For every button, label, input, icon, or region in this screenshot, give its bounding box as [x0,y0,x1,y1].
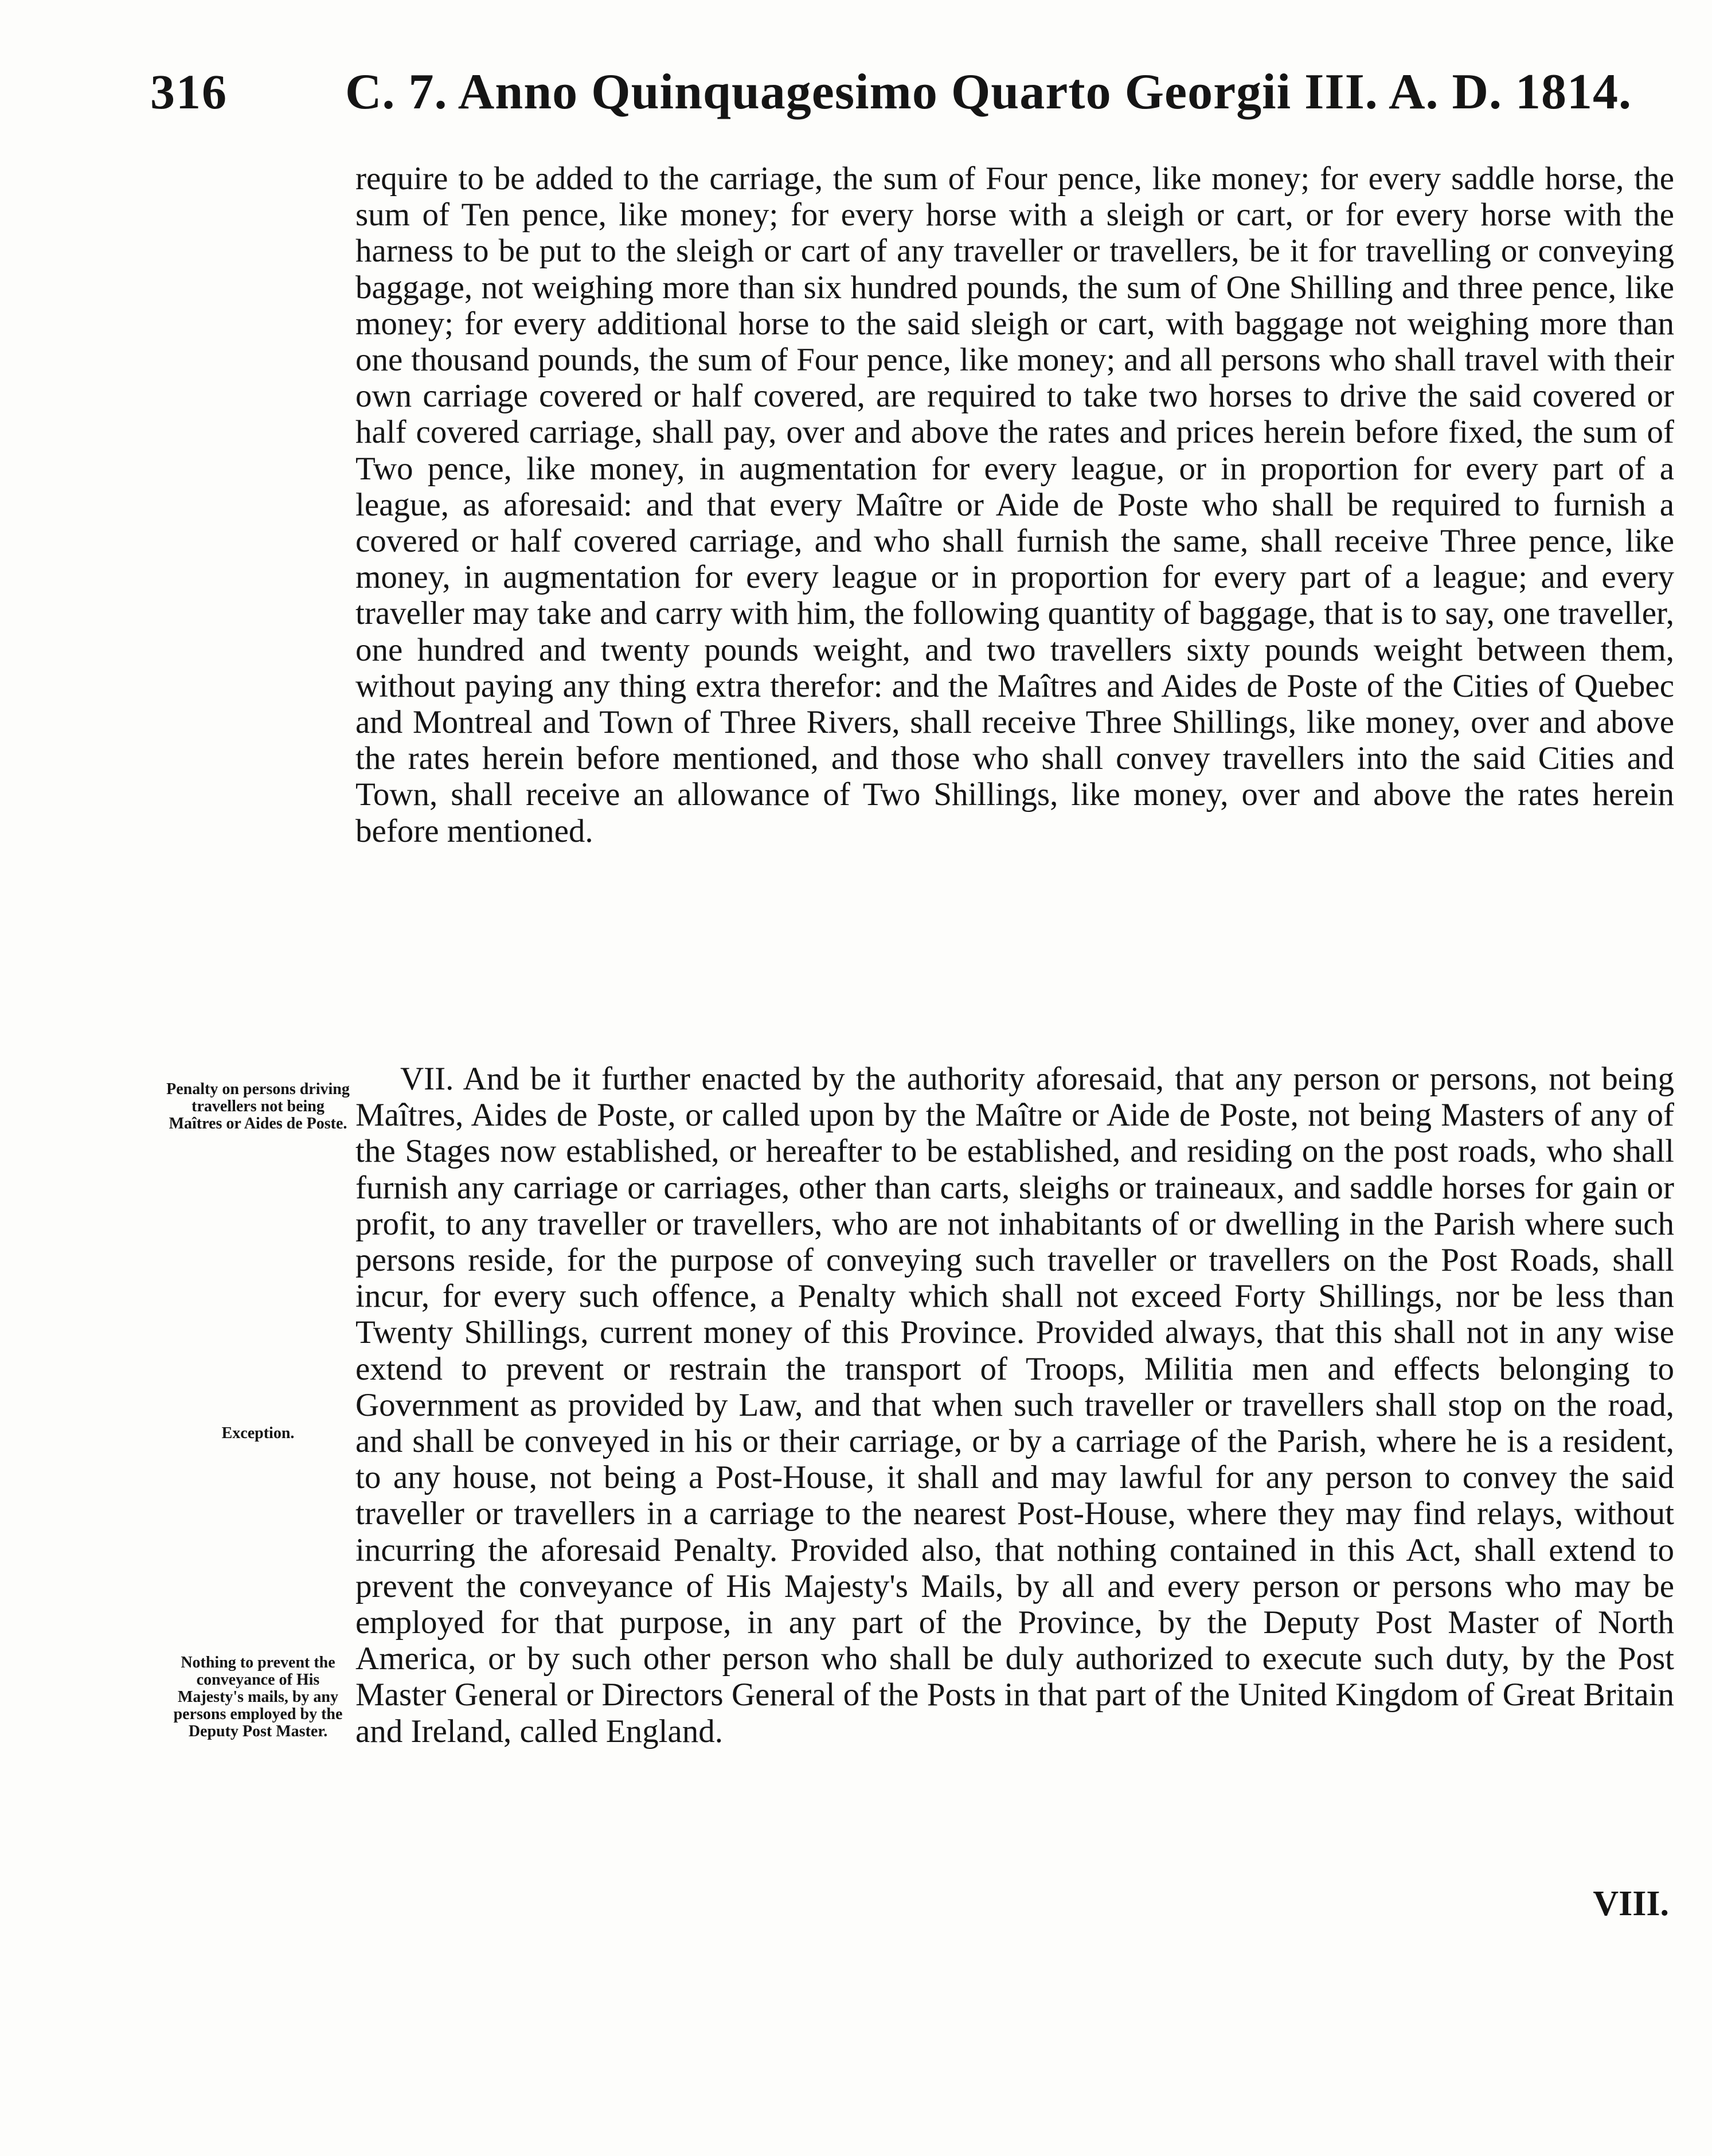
margin-note-mails: Nothing to prevent the conveyance of His Majesty's mails, by any persons employed by the Deputy Post Master. [173,1654,343,1740]
page-number: 316 [150,64,228,119]
continuation-paragraph: require to be added to the carriage, the sum of Four pence, like money; for every saddle horse, the sum of Ten pence, like money; for every horse with a sleigh or cart, or for every horse with the harness to be put to the sleigh or cart of any traveller or travellers, be it for travelling or conveying baggage, not weighing more than six hundred pounds, the sum of One Shilling and three pence, like money; for every additional horse to the said sleigh or cart, with baggage not weighing more than one thousand pounds, the sum of Four pence, like money; and all persons who shall travel with their own carriage covered or half covered, are required to take two horses to drive the said covered or half covered carriage, shall pay, over and above the rates and prices herein before fixed, the sum of Two pence, like money, in augmentation for every league, or in proportion for every part of a league, as aforesaid: and that every Maître or Aide de Poste who shall be required to furnish a covered or half covered carriage, and who shall furnish the same, shall receive Three pence, like money, in augmentation for every league or in proportion for every part of a league; and every traveller may take and carry with him, the following quantity of baggage, that is to say, one traveller, one hundred and twenty pounds weight, and two travellers sixty pounds weight between them, without paying any thing extra therefor: and the Maîtres and Aides de Poste of the Cities of Quebec and Montreal and Town of Three Rivers, shall receive Three Shillings, like money, over and above the rates herein before mentioned, and those who shall convey travellers into the said Cities and Town, shall receive an allowance of Two Shillings, like money, over and above the rates herein before mentioned. [355,161,1674,849]
page-header [150,63,1632,132]
catchword: VIII. [1593,1884,1669,1923]
margin-note-exception: Exception. [221,1424,295,1442]
running-title: C. 7. Anno Quinquagesimo Quarto Georgii III. A. D. 1814. [345,64,1632,120]
margin-note-penalty: Penalty on persons driving travellers not being Maîtres or Aides de Poste. [166,1080,350,1132]
section-vii-paragraph: VII. And be it further enacted by the authority aforesaid, that any person or persons, not being Maîtres, Aides de Poste, or called upon by the Maître or Aide de Poste, not being Masters of any of the Stages now established, or hereafter to be established, and residing on the post roads, who shall furnish any carriage or carriages, other than carts, sleighs or traineaux, and saddle horses for gain or profit, to any traveller or travellers, who are not inhabitants of or dwelling in the Parish where such persons reside, for the purpose of conveying such traveller or travellers on the Post Roads, shall incur, for every such offence, a Penalty which shall not exceed Forty Shillings, nor be less than Twenty Shillings, current money of this Province. Provided always, that this shall not in any wise extend to prevent or restrain the transport of Troops, Militia men and effects belonging to Government as provided by Law, and that when such traveller or travellers shall stop on the road, and shall be conveyed in his or their carriage, or by a carriage of the Parish, where he is a resident, to any house, not being a Post-House, it shall and may lawful for any person to convey the said traveller or travellers in a carriage to the nearest Post-House, where they may find relays, without incurring the aforesaid Penalty. Provided also, that nothing contained in this Act, shall extend to prevent the conveyance of His Majesty's Mails, by all and every person or persons who may be employed for that purpose, in any part of the Province, by the Deputy Post Master of North America, or by such other person who shall be duly authorized to execute such duty, by the Post Master General or Directors General of the Posts in that part of the United Kingdom of Great Britain and Ireland, called England. [355,1061,1674,1749]
